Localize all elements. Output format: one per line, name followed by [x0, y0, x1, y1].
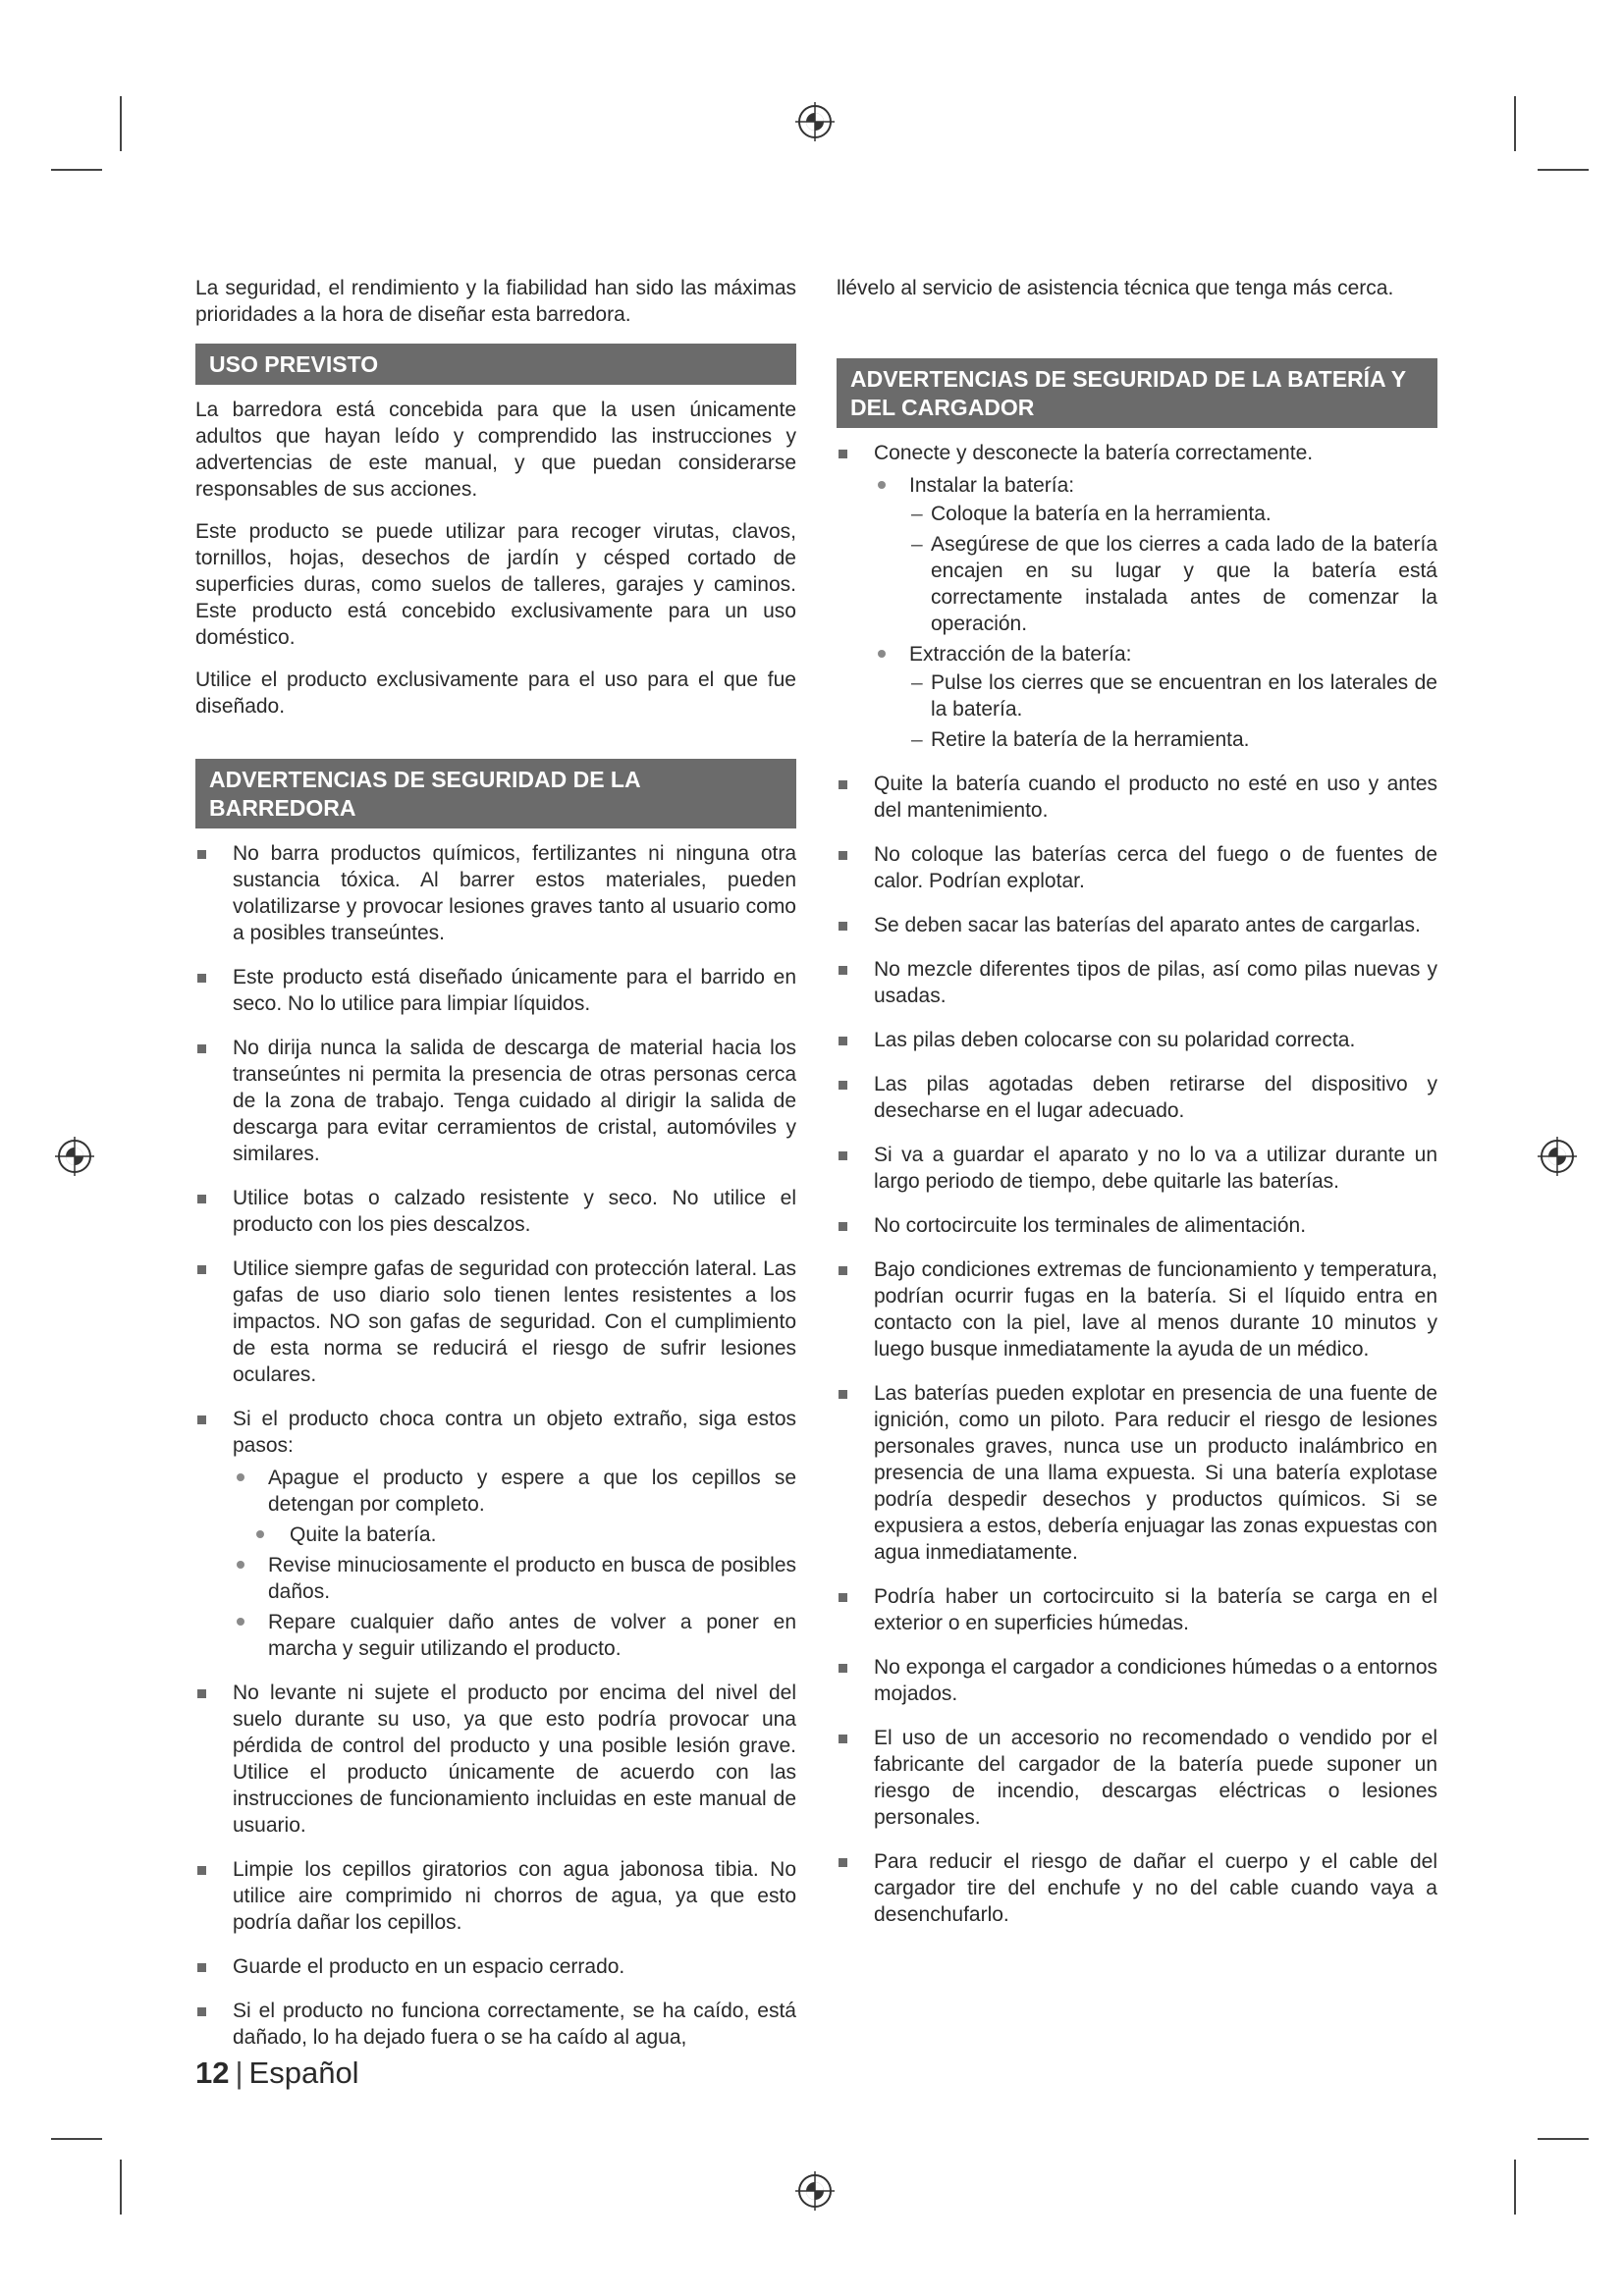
- list-item: [195, 1255, 796, 1388]
- square-bullet-icon: [197, 1265, 206, 1274]
- sub-list-item: [874, 472, 1437, 637]
- list-item-text: Se deben sacar las baterías del aparato antes de cargarlas.: [874, 914, 1421, 936]
- square-bullet-icon: [839, 450, 847, 458]
- list-item: [837, 1071, 1437, 1124]
- sub-list-item: [233, 1552, 796, 1605]
- list-item-text: Si el producto choca contra un objeto extraño, siga estos pasos:: [233, 1408, 796, 1457]
- dot-bullet-icon: [878, 481, 886, 489]
- dot-bullet-icon: [237, 1473, 244, 1481]
- list-item: [837, 1256, 1437, 1362]
- crop-mark-bottom-left-h: [51, 2138, 102, 2140]
- warnings-list: [195, 840, 796, 2051]
- list-item: [837, 440, 1437, 753]
- square-bullet-icon: [839, 1222, 847, 1231]
- dash-item-text: Coloque la batería en la herramienta.: [931, 503, 1272, 525]
- crop-mark-top-right-v: [1514, 96, 1516, 151]
- square-bullet-icon: [839, 780, 847, 789]
- dash-item-text: Asegúrese de que los cierres a cada lado de la batería encajen en su lugar y que la batería está correctamente instalada antes de comenzar la operación.: [931, 533, 1437, 635]
- page-language: Español: [248, 2056, 359, 2090]
- square-bullet-icon: [839, 1593, 847, 1602]
- square-bullet-icon: [839, 1664, 847, 1673]
- square-bullet-icon: [839, 1081, 847, 1090]
- list-item-text: Limpie los cepillos giratorios con agua jabonosa tibia. No utilice aire comprimido ni chorros de agua, ya que esto podría dañar los cepillos.: [233, 1858, 796, 1934]
- list-item-text: Guarde el producto en un espacio cerrado.: [233, 1955, 625, 1978]
- list-item: [837, 1142, 1437, 1195]
- square-bullet-icon: [197, 1689, 206, 1698]
- square-bullet-icon: [839, 1858, 847, 1867]
- square-bullet-icon: [197, 1963, 206, 1972]
- crop-mark-top-left-h: [51, 169, 102, 171]
- list-item-text: No cortocircuite los terminales de alimentación.: [874, 1214, 1307, 1237]
- battery-warnings-list: [837, 440, 1437, 1928]
- square-bullet-icon: [839, 851, 847, 860]
- list-item-text: No dirija nunca la salida de descarga de material hacia los transeúntes ni permita la presencia de otras personas cerca de la zona de trabajo. Tenga cuidado al dirigir la salida de descarga para evitar cerramientos de cristal, automóviles y similares.: [233, 1037, 796, 1165]
- section-heading-advertencias-bateria: ADVERTENCIAS DE SEGURIDAD DE LA BATERÍA Y DEL CARGADOR: [837, 358, 1437, 428]
- list-item: [837, 1027, 1437, 1053]
- square-bullet-icon: [839, 1151, 847, 1160]
- intro-paragraph: La seguridad, el rendimiento y la fiabilidad han sido las máximas prioridades a la hora de diseñar esta barredora.: [195, 277, 796, 326]
- sub-list-item: [233, 1522, 796, 1548]
- dash-item: [909, 531, 1437, 637]
- list-item-text: Si el producto no funciona correctamente, se ha caído, está dañado, lo ha dejado fuera o se ha caído al agua,: [233, 2000, 796, 2049]
- list-item-text: Conecte y desconecte la batería correctamente.: [874, 442, 1314, 464]
- dot-bullet-icon: [237, 1618, 244, 1626]
- list-item: [837, 1380, 1437, 1566]
- dash-bullet-icon: –: [911, 728, 923, 751]
- list-item: [837, 1725, 1437, 1831]
- list-item-text: Las baterías pueden explotar en presencia de una fuente de ignición, como un piloto. Para reducir el riesgo de lesiones personales graves, nunca use un producto inalámbrico en presencia de una llama expuesta. Si una batería explotase podría despedir desechos y productos químicos. Si se expusiera a estos, debería enjuagar las zonas expuestas con agua inmediatamente.: [874, 1382, 1437, 1564]
- list-item-text: No coloque las baterías cerca del fuego o de fuentes de calor. Podrían explotar.: [874, 843, 1437, 892]
- list-item: [837, 1212, 1437, 1239]
- dash-item-text: Retire la batería de la herramienta.: [931, 728, 1250, 751]
- sub-list-item-text: Quite la batería.: [290, 1523, 437, 1546]
- list-item: [195, 840, 796, 946]
- sub-list-item-text: Instalar la batería:: [909, 474, 1075, 497]
- paragraph: Este producto se puede utilizar para recoger virutas, clavos, tornillos, hojas, desechos de jardín y césped cortado de superficies duras, como suelos de talleres, garajes y caminos. Este producto está concebido exclusivamente para un uso doméstico.: [195, 520, 796, 649]
- sub-list-item: [233, 1609, 796, 1662]
- square-bullet-icon: [197, 974, 206, 983]
- square-bullet-icon: [839, 1735, 847, 1743]
- list-item-text: No barra productos químicos, fertilizantes ni ninguna otra sustancia tóxica. Al barrer estos materiales, pueden volatilizarse y provocar lesiones graves tanto al usuario como a posibles transeúntes.: [233, 842, 796, 944]
- square-bullet-icon: [197, 1044, 206, 1053]
- dash-steps-list: [909, 501, 1437, 637]
- list-item-text: Si va a guardar el aparato y no lo va a utilizar durante un largo periodo de tiempo, debe quitarle las baterías.: [874, 1144, 1437, 1193]
- dash-bullet-icon: –: [911, 533, 923, 556]
- crop-mark-bottom-right-h: [1538, 2138, 1589, 2140]
- sub-list-item-text: Revise minuciosamente el producto en busca de posibles daños.: [268, 1554, 796, 1603]
- list-item: [195, 1185, 796, 1238]
- dot-bullet-icon: [256, 1530, 264, 1538]
- list-item-text: Bajo condiciones extremas de funcionamiento y temperatura, podrían ocurrir fugas en la batería. Si el líquido entra en contacto con la piel, lave al menos durante 10 minutos y luego busque inmediatamente la ayuda de un médico.: [874, 1258, 1437, 1361]
- list-item: [195, 1406, 796, 1662]
- list-item-text: Las pilas deben colocarse con su polaridad correcta.: [874, 1029, 1356, 1051]
- dash-bullet-icon: –: [911, 671, 923, 694]
- list-item-text: No mezcle diferentes tipos de pilas, así como pilas nuevas y usadas.: [874, 958, 1437, 1007]
- sub-steps-list: [874, 472, 1437, 753]
- list-item: [195, 1856, 796, 1936]
- registration-target-icon: [1536, 1135, 1579, 1178]
- list-item-text: Las pilas agotadas deben retirarse del dispositivo y desecharse en el lugar adecuado.: [874, 1073, 1437, 1122]
- square-bullet-icon: [197, 2007, 206, 2016]
- list-item: [837, 771, 1437, 824]
- sub-list-item-text: Repare cualquier daño antes de volver a poner en marcha y seguir utilizando el producto.: [268, 1611, 796, 1660]
- list-item-text: Quite la batería cuando el producto no esté en uso y antes del mantenimiento.: [874, 773, 1437, 822]
- list-item: [837, 1583, 1437, 1636]
- square-bullet-icon: [197, 1415, 206, 1424]
- list-item: [195, 1680, 796, 1839]
- list-item: [195, 1035, 796, 1167]
- list-item-text: Para reducir el riesgo de dañar el cuerpo y el cable del cargador tire del enchufe y no del cable cuando vaya a desenchufarlo.: [874, 1850, 1437, 1926]
- list-item: [837, 956, 1437, 1009]
- list-item: [195, 964, 796, 1017]
- list-item: [837, 1654, 1437, 1707]
- dash-bullet-icon: –: [911, 503, 923, 525]
- folio-separator: |: [235, 2056, 244, 2090]
- section-heading-advertencias-barredora: ADVERTENCIAS DE SEGURIDAD DE LA BARREDORA: [195, 759, 796, 828]
- page-number: 12: [195, 2056, 230, 2090]
- square-bullet-icon: [839, 1390, 847, 1399]
- list-item-text: Utilice botas o calzado resistente y seco. No utilice el producto con los pies descalzos.: [233, 1187, 796, 1236]
- list-item: [195, 1953, 796, 1980]
- continuation-paragraph: llévelo al servicio de asistencia técnica que tenga más cerca.: [837, 277, 1394, 299]
- paragraph: La barredora está concebida para que la usen únicamente adultos que hayan leído y comprendido las instrucciones y advertencias de este manual, y que puedan considerarse responsables de sus acciones.: [195, 399, 796, 501]
- crop-mark-bottom-right-v: [1514, 2160, 1516, 2215]
- registration-target-icon: [793, 2169, 837, 2213]
- list-item: [195, 1998, 796, 2051]
- dash-item: [909, 726, 1437, 753]
- square-bullet-icon: [197, 1195, 206, 1203]
- left-column: [195, 275, 796, 2068]
- sub-steps-list: [233, 1465, 796, 1662]
- list-item-text: Utilice siempre gafas de seguridad con protección lateral. Las gafas de uso diario solo tienen lentes resistentes a los impactos. NO son gafas de seguridad. Con el cumplimiento de esta norma se reducirá el riesgo de sufrir lesiones oculares.: [233, 1257, 796, 1386]
- section-heading-uso-previsto: USO PREVISTO: [195, 344, 796, 385]
- list-item-text: Podría haber un cortocircuito si la batería se carga en el exterior o en superficies húmedas.: [874, 1585, 1437, 1634]
- dot-bullet-icon: [878, 650, 886, 658]
- square-bullet-icon: [197, 850, 206, 859]
- list-item-text: El uso de un accesorio no recomendado o vendido por el fabricante del cargador de la batería puede suponer un riesgo de incendio, descargas eléctricas o lesiones personales.: [874, 1727, 1437, 1829]
- registration-target-icon: [53, 1135, 96, 1178]
- square-bullet-icon: [839, 1266, 847, 1275]
- registration-target-icon: [793, 100, 837, 143]
- dash-steps-list: [909, 669, 1437, 753]
- crop-mark-bottom-left-v: [120, 2160, 122, 2215]
- list-item: [837, 1848, 1437, 1928]
- list-item-text: Este producto está diseñado únicamente para el barrido en seco. No lo utilice para limpiar líquidos.: [233, 966, 796, 1015]
- page-folio: [195, 2056, 359, 2091]
- list-item: [837, 841, 1437, 894]
- sub-list-item: [874, 641, 1437, 753]
- square-bullet-icon: [839, 922, 847, 931]
- square-bullet-icon: [197, 1866, 206, 1875]
- square-bullet-icon: [839, 1037, 847, 1045]
- list-item-text: No exponga el cargador a condiciones húmedas o a entornos mojados.: [874, 1656, 1437, 1705]
- paragraph: Utilice el producto exclusivamente para el uso para el que fue diseñado.: [195, 668, 796, 718]
- right-column: [837, 275, 1437, 1946]
- list-item: [837, 912, 1437, 938]
- sub-list-item: [233, 1465, 796, 1518]
- crop-mark-top-left-v: [120, 96, 122, 151]
- square-bullet-icon: [839, 966, 847, 975]
- dot-bullet-icon: [237, 1561, 244, 1569]
- dash-item: [909, 669, 1437, 722]
- dash-item: [909, 501, 1437, 527]
- sub-list-item-text: Extracción de la batería:: [909, 643, 1132, 666]
- dash-item-text: Pulse los cierres que se encuentran en los laterales de la batería.: [931, 671, 1437, 721]
- sub-list-item-text: Apague el producto y espere a que los cepillos se detengan por completo.: [268, 1467, 796, 1516]
- list-item-text: No levante ni sujete el producto por encima del nivel del suelo durante su uso, ya que esto podría provocar una pérdida de control del producto y una posible lesión grave. Utilice el producto únicamente de acuerdo con las instrucciones de funcionamiento incluidas en este manual de usuario.: [233, 1682, 796, 1837]
- crop-mark-top-right-h: [1538, 169, 1589, 171]
